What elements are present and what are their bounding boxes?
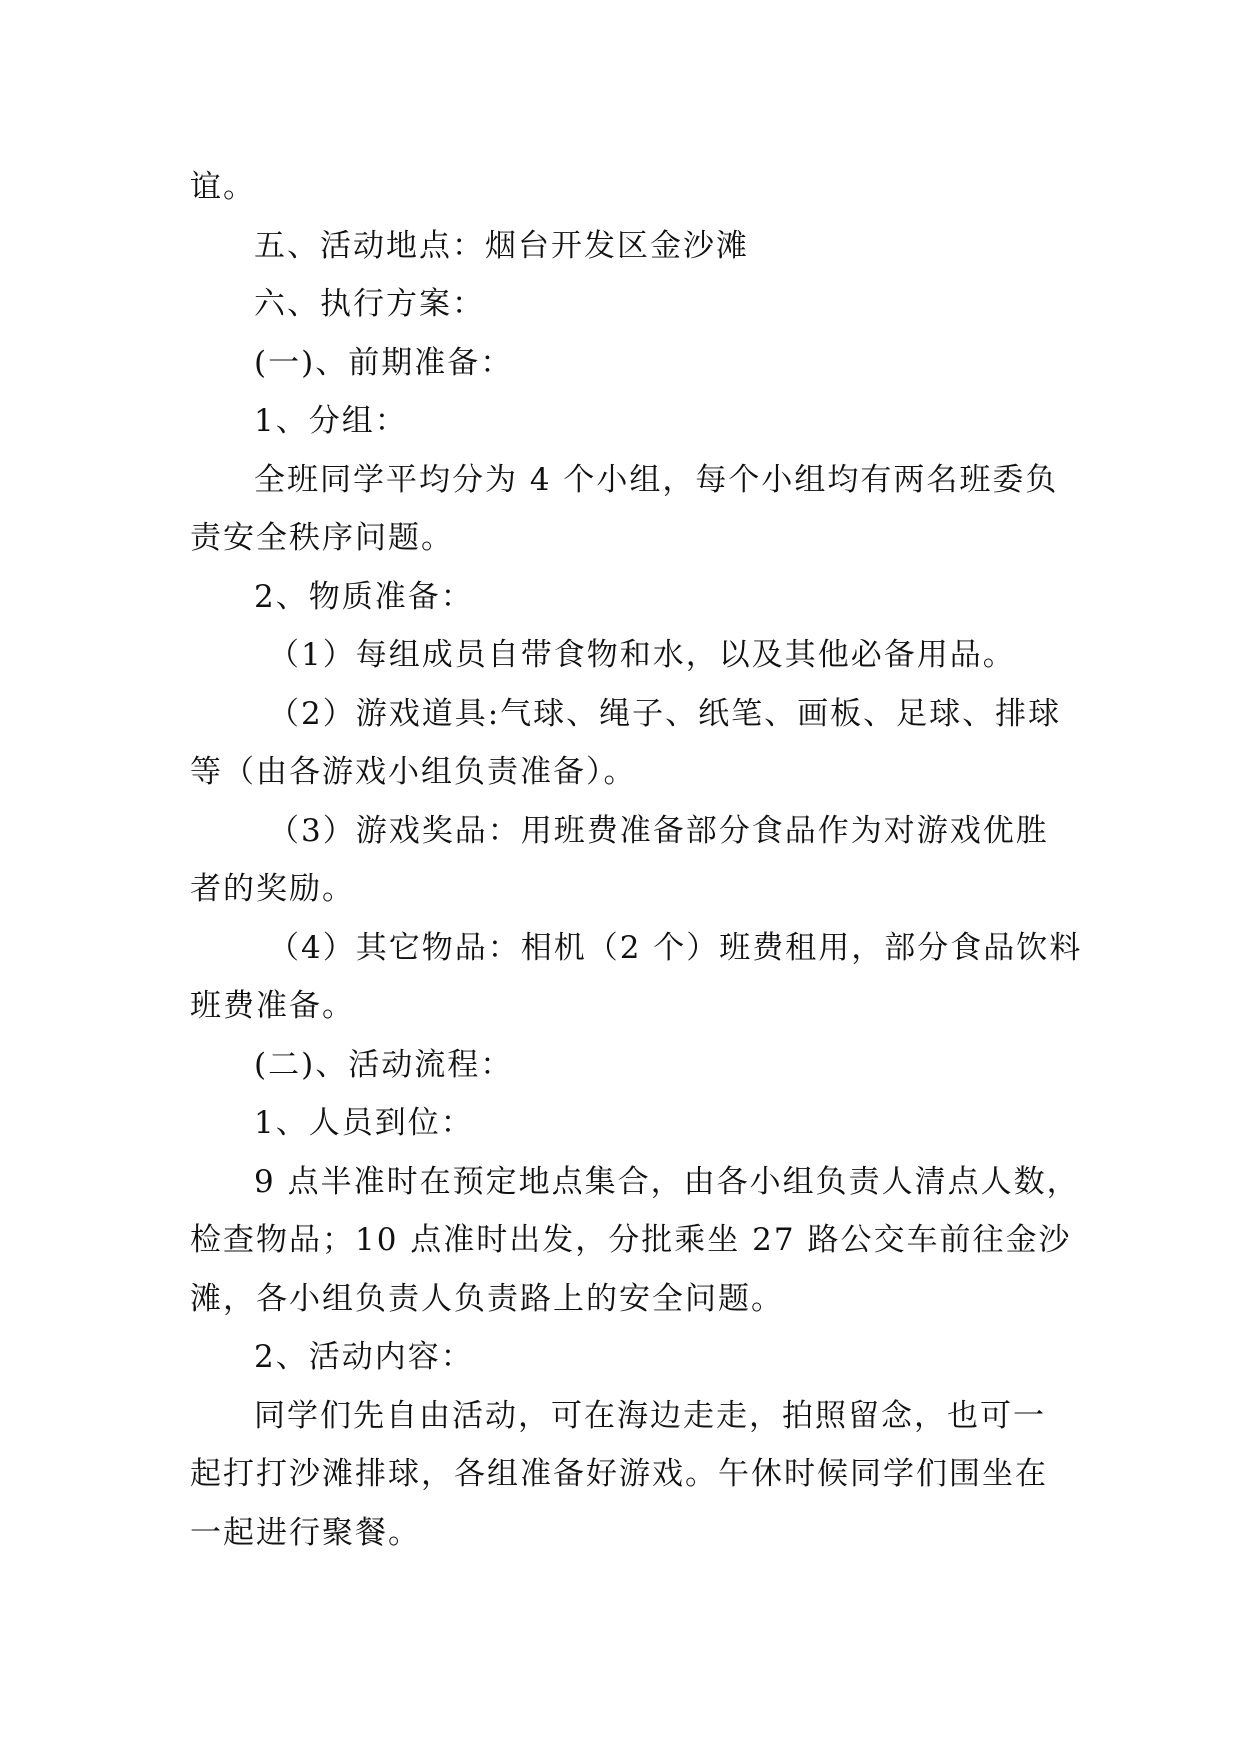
document-body bbox=[190, 158, 1083, 1562]
paragraph-arrival-line-3: 滩，各小组负责人负责路上的安全问题。 bbox=[190, 1280, 784, 1317]
paragraph-arrival-line-1: 9 点半准时在预定地点集合，由各小组负责人清点人数， bbox=[254, 1163, 1080, 1200]
section-five-location: 五、活动地点：烟台开发区金沙滩 bbox=[254, 227, 749, 264]
materials-item-2-line-2: 等（由各游戏小组负责准备）。 bbox=[190, 754, 637, 790]
materials-item-4-line-1: （4）其它物品：相机（2 个）班费租用，部分食品饮料 bbox=[268, 929, 1083, 966]
subsection-preparation-heading: (一)、前期准备： bbox=[254, 344, 514, 381]
materials-item-4-line-2: 班费准备。 bbox=[190, 988, 355, 1024]
paragraph-activity-line-1: 同学们先自由活动，可在海边走走，拍照留念，也可一 bbox=[254, 1397, 1046, 1434]
materials-item-3-line-1: （3）游戏奖品：用班费准备部分食品作为对游戏优胜 bbox=[268, 812, 1049, 849]
item-grouping-heading: 1、分组： bbox=[254, 403, 408, 439]
subsection-process-heading: (二)、活动流程： bbox=[254, 1046, 514, 1083]
materials-item-1: （1）每组成员自带食物和水，以及其他必备用品。 bbox=[268, 637, 1016, 673]
paragraph-grouping-line-1: 全班同学平均分为 4 个小组，每个小组均有两名班委负 bbox=[254, 461, 1059, 498]
materials-item-2-line-1: （2）游戏道具:气球、绳子、纸笔、画板、足球、排球 bbox=[268, 695, 1062, 732]
item-arrival-heading: 1、人员到位： bbox=[254, 1105, 474, 1141]
item-activity-heading: 2、活动内容： bbox=[254, 1339, 474, 1375]
paragraph-grouping-line-2: 责安全秩序问题。 bbox=[190, 520, 454, 556]
section-six-heading: 六、执行方案： bbox=[254, 286, 485, 322]
materials-item-3-line-2: 者的奖励。 bbox=[190, 871, 355, 907]
paragraph-activity-line-2: 起打打沙滩排球，各组准备好游戏。午休时候同学们围坐在 bbox=[190, 1456, 1048, 1492]
item-materials-heading: 2、物质准备： bbox=[254, 578, 474, 615]
paragraph-arrival-line-2: 检查物品；10 点准时出发，分批乘坐 27 路公交车前往金沙 bbox=[190, 1222, 1072, 1258]
paragraph-activity-line-3: 一起进行聚餐。 bbox=[190, 1514, 421, 1551]
text-line-continuation: 谊。 bbox=[190, 169, 256, 205]
